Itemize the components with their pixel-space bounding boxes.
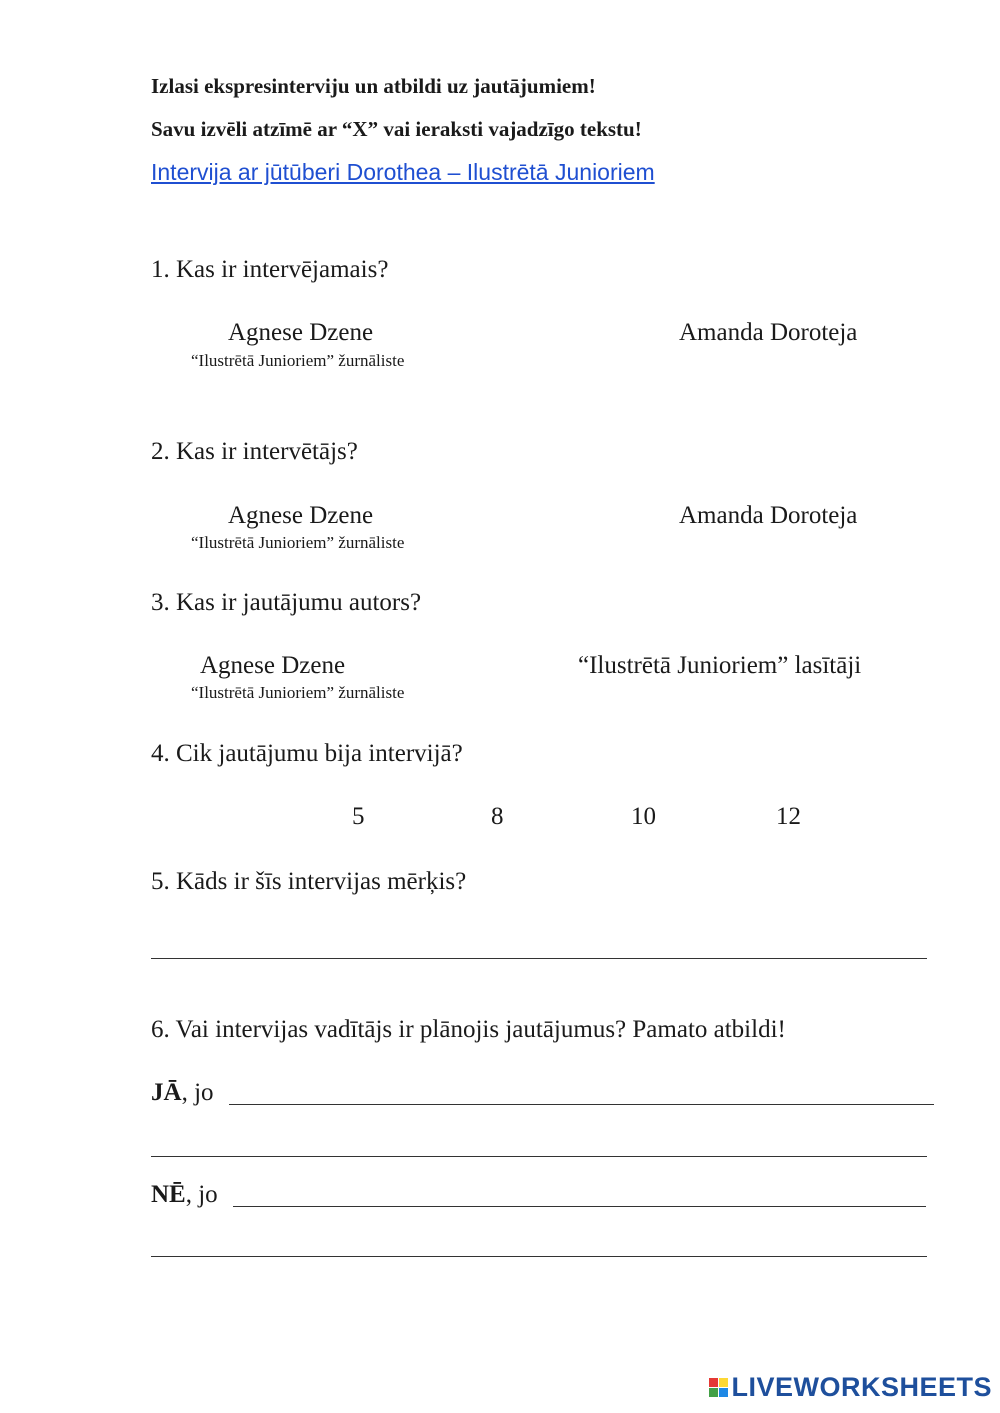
instruction-line-1: Izlasi ekspresinterviju un atbildi uz jautājumiem! (151, 74, 596, 98)
question-6: 6. Vai intervijas vadītājs ir plānojis jautājumus? Pamato atbildi! (151, 1016, 786, 1043)
logo-block-blue (719, 1388, 728, 1397)
q4-option-5[interactable]: 5 (352, 803, 365, 830)
logo-text: LIVEWORKSHEETS (731, 1372, 992, 1402)
question-4: 4. Cik jautājumu bija intervijā? (151, 740, 463, 767)
logo-block-yellow (719, 1378, 728, 1387)
question-1: 1. Kas ir intervējamais? (151, 256, 389, 283)
q6-yes-label (151, 1079, 214, 1107)
q1-option-agnese-note: “Ilustrētā Junioriem” žurnāliste (191, 351, 405, 370)
question-2: 2. Kas ir intervētājs? (151, 438, 358, 465)
q5-answer-line[interactable] (151, 958, 927, 959)
q1-option-agnese[interactable]: Agnese Dzene (228, 319, 374, 346)
q6-yes-word: JĀ (151, 1079, 182, 1106)
q6-no-label (151, 1181, 218, 1209)
instruction-line-2: Savu izvēli atzīmē ar “X” vai ieraksti vajadzīgo tekstu! (151, 117, 642, 141)
q6-yes-jo: , jo (181, 1079, 214, 1106)
q3-option-readers[interactable]: “Ilustrētā Junioriem” lasītāji (578, 652, 862, 679)
logo-blocks-icon (709, 1378, 728, 1397)
question-5: 5. Kāds ir šīs intervijas mērķis? (151, 868, 467, 895)
q2-option-agnese[interactable]: Agnese Dzene (228, 502, 374, 529)
q4-option-10[interactable]: 10 (631, 803, 656, 830)
logo-block-red (709, 1378, 718, 1387)
q6-no-word: NĒ (151, 1181, 186, 1208)
q6-no-answer-line-2[interactable] (151, 1256, 927, 1257)
q3-option-agnese[interactable]: Agnese Dzene (200, 652, 346, 679)
interview-link[interactable]: Intervija ar jūtūberi Dorothea – Ilustrētā Junioriem (151, 159, 655, 185)
liveworksheets-logo (709, 1372, 992, 1403)
q6-yes-answer-line-2[interactable] (151, 1156, 927, 1157)
q2-option-amanda[interactable]: Amanda Doroteja (679, 502, 858, 529)
q1-option-amanda[interactable]: Amanda Doroteja (679, 319, 858, 346)
q2-option-agnese-note: “Ilustrētā Junioriem” žurnāliste (191, 533, 405, 552)
q3-option-agnese-note: “Ilustrētā Junioriem” žurnāliste (191, 683, 405, 702)
q6-yes-answer-line[interactable] (229, 1104, 934, 1105)
q4-option-12[interactable]: 12 (776, 803, 801, 830)
q6-no-jo: , jo (185, 1181, 218, 1208)
logo-block-green (709, 1388, 718, 1397)
q6-no-answer-line[interactable] (233, 1206, 926, 1207)
q4-option-8[interactable]: 8 (491, 803, 504, 830)
question-3: 3. Kas ir jautājumu autors? (151, 589, 422, 616)
